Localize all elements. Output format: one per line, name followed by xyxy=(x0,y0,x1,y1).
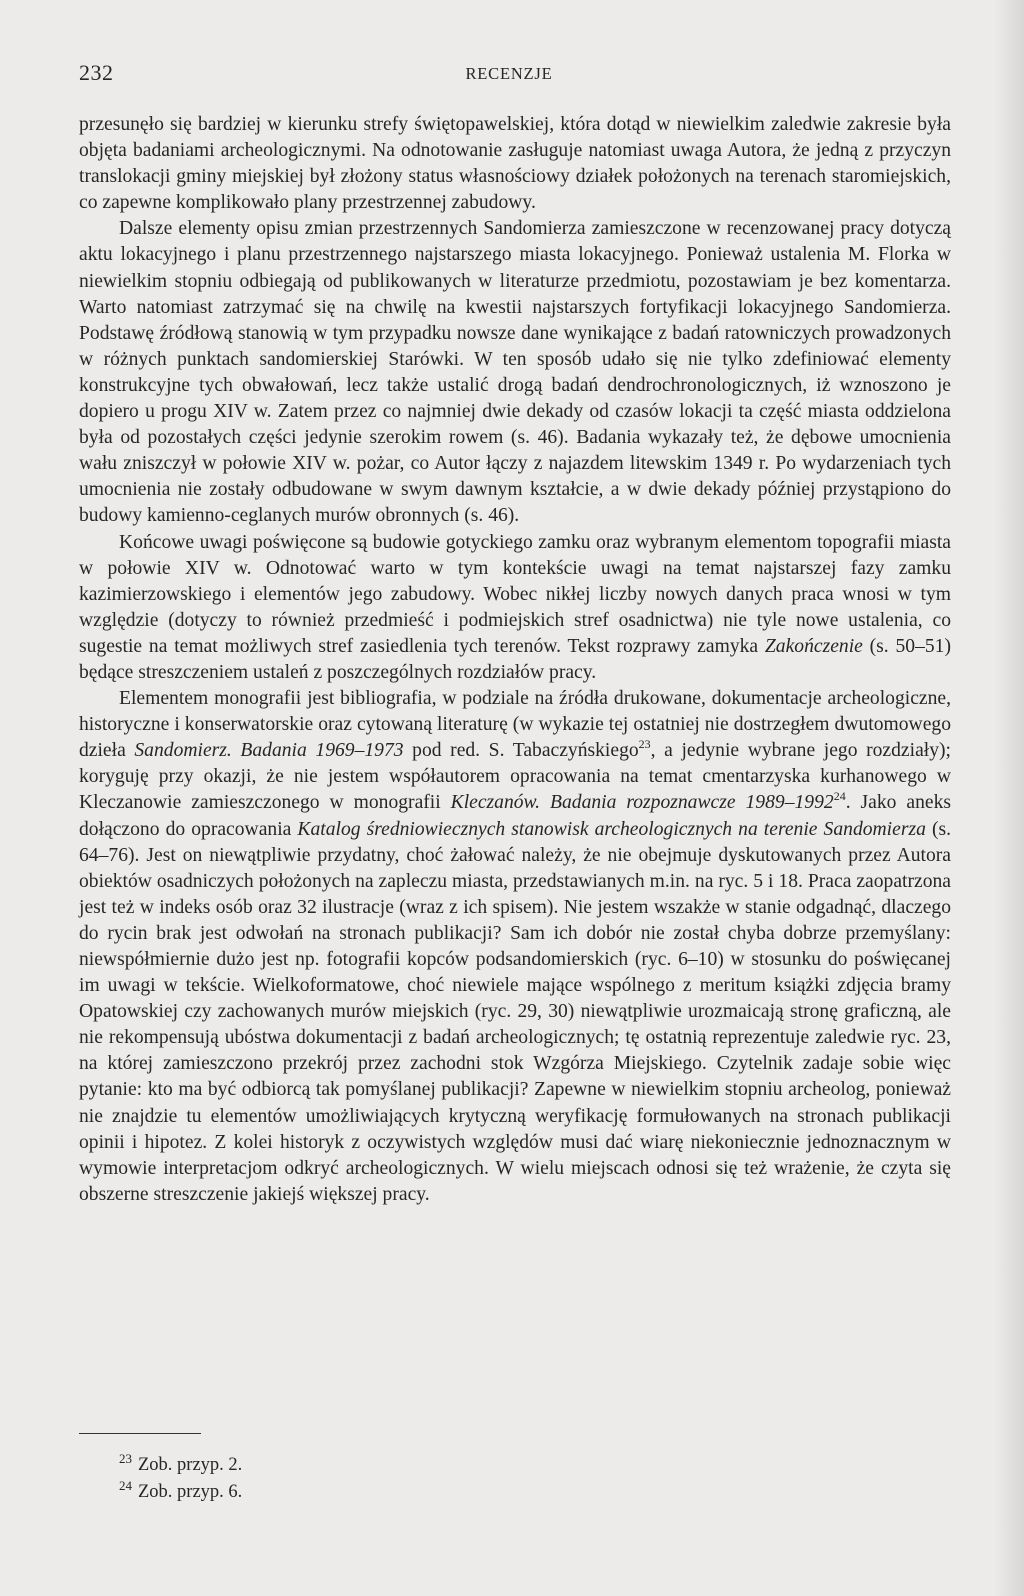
page-number: 232 xyxy=(79,60,114,85)
footnote-ref: 24 xyxy=(833,789,846,804)
text-run: . Jako aneks dołączono do opracowania xyxy=(79,792,951,840)
paragraph xyxy=(79,112,951,216)
page-edge-shadow xyxy=(994,0,1024,1596)
text-run: przesunęło się bardziej w kierunku strefy świętopawelskiej, która dotąd w niewielkim zaledwie zakresie była objęta badaniami archeologicznymi. Na odnotowanie zasługuje natomiast uwaga Autora, że jedną z przyczyn translokacji gminy miejskiej był złożony status własnościowy działek położonych na terenach staromiejskich, co zapewne komplikowało plany przestrzennej zabudowy. xyxy=(79,114,951,214)
paragraph xyxy=(79,530,951,687)
text-run: Końcowe uwagi poświęcone są budowie gotyckiego zamku oraz wybranym elementom topografii miasta w połowie XIV w. Odnotować warto w tym kontekście uwagi na temat najstarszej fazy zamku kazimierzowskiego i elementów jego zabudowy. Wobec nikłej liczby nowych danych praca wnosi w tym względzie (dotyczy to również przedmieść i podmiejskich stref osadnictwa) nie tyle nowe ustalenia, co sugestie na temat możliwych stref zasiedlenia tych terenów. Tekst rozprawy zamyka xyxy=(79,531,951,657)
italic-title: Sandomierz. Badania 1969–1973 xyxy=(134,740,404,762)
footnotes xyxy=(119,1452,919,1506)
footnote-ref: 23 xyxy=(638,737,651,752)
text-run: (s. 64–76). Jest on niewątpliwie przydatny, choć żałować należy, że nie obejmuje dyskutowanych przez Autora obiektów osadniczych położonych na zapleczu miasta, przedstawianych m.in. na ryc. 5 i 18. Praca zaopatrzona jest też w indeks osób oraz 32 ilustracje (wraz z ich spisem). Nie jestem wszakże w stanie odgadnąć, dlaczego do rycin brak jest odwołań na stronach publikacji? Sam ich dobór nie został chyba dobrze przemyślany: niewspółmiernie dużo jest np. fotografii kopców podsandomierskich (ryc. 6–10) w stosunku do poświęcanej im uwagi w tekście. Wielkoformatowe, choć niewiele mające wspólnego z meritum książki zdjęcia bramy Opatowskiej czy zachowanych murów miejskich (ryc. 29, 30) niewątpliwie urozmaicają stronę graficzną, ale nie rekompensują ubóstwa dokumentacji z badań archeologicznych; tę ostatnią reprezentuje zaledwie ryc. 23, na której zamieszczono przekrój przez zachodni stok Wzgórza Miejskiego. Czytelnik zadaje sobie więc pytanie: kto ma być odbiorcą tak pomyślanej publikacji? Zapewne w niewielkim stopniu archeolog, ponieważ nie znajdzie tu elementów umożliwiających krytyczną weryfikację formułowanych na stronach publikacji opinii i hipotez. Z kolei historyk z oczywistych względów musi dać wiarę niekoniecznie jednoznacznym w wymowie interpretacjom odkryć archeologicznych. W wielu miejscach odnosi się też wrażenie, że czyta się obszerne streszczenie jakiejś większej pracy. xyxy=(79,818,951,1205)
footnote-text: Zob. przyp. 6. xyxy=(138,1482,243,1502)
text-run: Elementem monografii jest bibliografia, w podziale na źródła drukowane, dokumentacje archeologiczne, historyczne i konserwatorskie oraz cytowaną literaturę (w wykazie tej ostatniej nie dostrzegłem dwutomowego dzieła xyxy=(79,688,951,762)
italic-title: Katalog średniowiecznych stanowisk archeologicznych na terenie Sandomierza xyxy=(297,818,926,840)
body-text xyxy=(79,112,951,1208)
footnote xyxy=(119,1452,919,1479)
text-run: (s. 50–51) będące streszczeniem ustaleń z poszczególnych rozdziałów pracy. xyxy=(79,635,951,683)
italic-title: Kleczanów. Badania rozpoznawcze 1989–1992 xyxy=(450,792,834,814)
footnote-text: Zob. przyp. 2. xyxy=(138,1455,243,1475)
italic-title: Zakończenie xyxy=(764,635,863,657)
footnote xyxy=(119,1479,919,1506)
running-head: RECENZJE xyxy=(465,64,553,83)
footnote-number: 23 xyxy=(119,1451,132,1466)
page-header xyxy=(79,60,939,90)
text-run: Dalsze elementy opisu zmian przestrzennych Sandomierza zamieszczone w recenzowanej pracy dotyczą aktu lokacyjnego i planu przestrzennego najstarszego miasta lokacyjnego. Ponieważ ustalenia M. Florka w niewielkim stopniu odbiegają od publikowanych w literaturze przedmiotu, pozostawiam je bez komentarza. Warto natomiast zatrzymać się na chwilę na kwestii najstarszych fortyfikacji lokacyjnego Sandomierza. Podstawę źródłową stanowią w tym przypadku nowsze dane wynikające z badań ratowniczych prowadzonych w różnych punktach sandomierskiej Starówki. W ten sposób udało się nie tylko zdefiniować elementy konstrukcyjne tych obwałowań, lecz także ustalić drogą badań dendrochronologicznych, iż wznoszono je dopiero u progu XIV w. Zatem przez co najmniej dwie dekady od czasów lokacji ta część miasta oddzielona była od pozostałych części jedynie szerokim rowem (s. 46). Badania wykazały też, że dębowe umocnienia wału zniszczył w połowie XIV w. pożar, co Autor łączy z najazdem litewskim 1349 r. Po wydarzeniach tych umocnienia nie zostały odbudowane w swym dawnym kształcie, a w dwie dekady później przystąpiono do budowy kamienno-ceglanych murów obronnych (s. 46). xyxy=(79,218,951,527)
footnote-number: 24 xyxy=(119,1478,132,1493)
text-run: , a jedynie wybrane jego rozdziały); koryguję przy okazji, że nie jestem współautorem opracowania na temat cmentarzyska kurhanowego w Kleczanowie zamieszczonego w monografii xyxy=(79,740,951,814)
paragraph xyxy=(79,216,951,529)
text-run: pod red. S. Tabaczyńskiego xyxy=(403,740,639,762)
paragraph xyxy=(79,686,951,1208)
footnote-rule xyxy=(79,1433,201,1434)
